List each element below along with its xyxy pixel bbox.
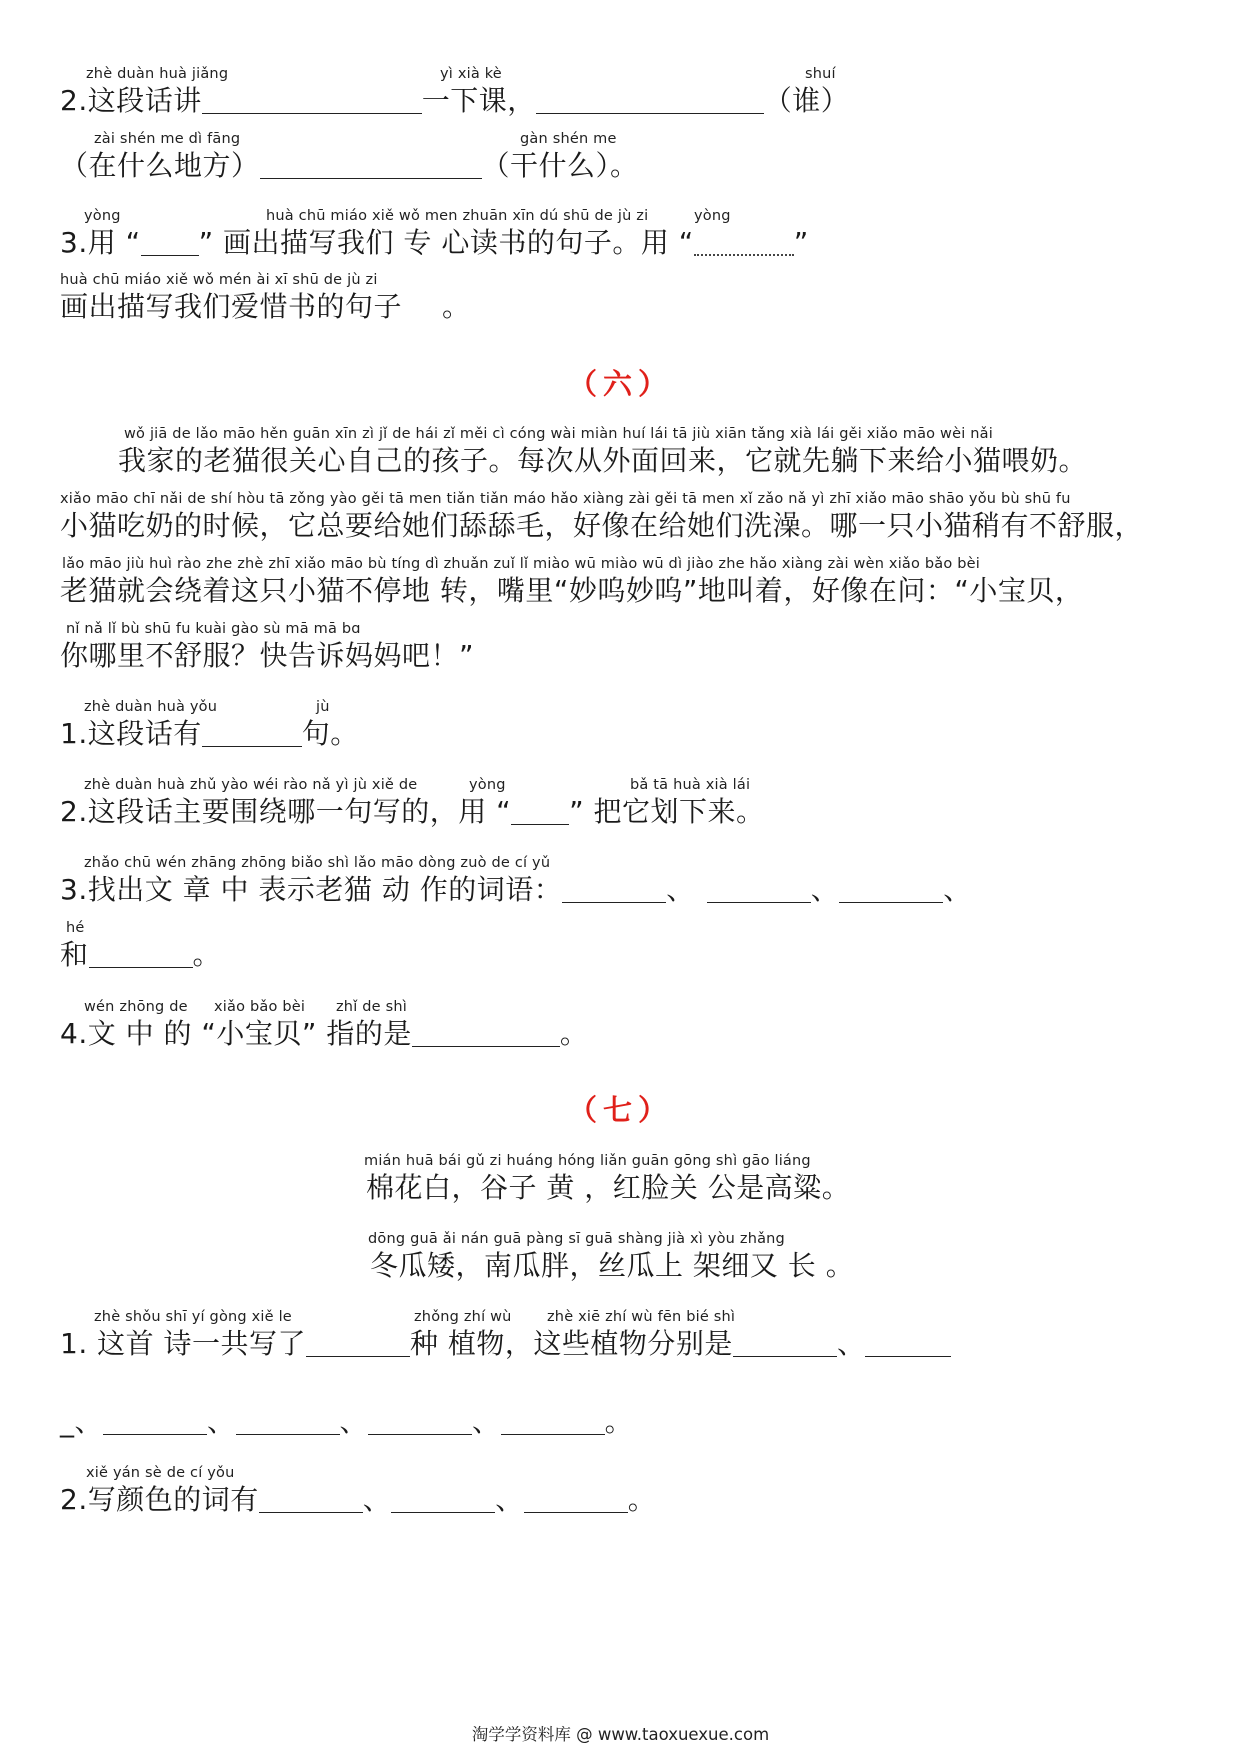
- answer-blank[interactable]: [536, 87, 764, 114]
- pinyin: yòng: [694, 208, 731, 224]
- pinyin: xiě yán sè de cí yǒu: [86, 1465, 235, 1481]
- poem-line: 棉花白，谷子 黄 ，红脸关 公是高粱。: [366, 1171, 851, 1204]
- pinyin: shuí: [805, 66, 836, 82]
- question-text: 。: [627, 1483, 657, 1516]
- separator: 、: [810, 873, 840, 906]
- question-text: ” 把它划下来。: [569, 795, 765, 828]
- answer-blank[interactable]: [306, 1330, 410, 1357]
- answer-blank[interactable]: [412, 1020, 560, 1047]
- question-text: 2.这段话主要围绕哪一句写的，用 “: [60, 795, 512, 828]
- separator: 、: [943, 873, 972, 906]
- separator: 、: [339, 1405, 369, 1438]
- answer-blank[interactable]: [89, 941, 193, 968]
- pinyin: huà chū miáo xiě wǒ mén ài xī shū de jù zi: [60, 272, 378, 288]
- pinyin: xiǎo bǎo bèi: [214, 999, 306, 1015]
- pinyin: yì xià kè: [440, 66, 502, 82]
- wavy-line-blank[interactable]: [694, 228, 794, 256]
- separator: 、: [666, 873, 695, 906]
- question-text: 3.用 “: [60, 226, 141, 259]
- pinyin: zhǎo chū wén zhāng zhōng biǎo shì lǎo māo dòng zuò de cí yǔ: [84, 855, 551, 871]
- pinyin: yòng: [469, 777, 506, 793]
- question-text: 。: [192, 938, 222, 971]
- pinyin: huà chū miáo xiě wǒ men zhuān xīn dú shū de jù zi: [266, 208, 649, 224]
- question-text: _: [60, 1405, 75, 1438]
- answer-blank[interactable]: [707, 876, 811, 903]
- pinyin: zhè duàn huà jiǎng: [86, 66, 229, 82]
- section-title-7: （七）: [567, 1093, 673, 1127]
- pinyin: zhè xiē zhí wù fēn bié shì: [547, 1309, 736, 1325]
- passage-line: 我家的老猫很关心自己的孩子。每次从外面回来，它就先躺下来给小猫喂奶。: [118, 444, 1088, 477]
- question-text: 2.这段话讲: [60, 84, 202, 117]
- question-text: （谁）: [763, 84, 850, 117]
- question-text: （干什么）。: [481, 149, 639, 182]
- pinyin: zhè shǒu shī yí gòng xiě le: [94, 1309, 292, 1325]
- separator: 、: [74, 1405, 104, 1438]
- question-text: 。: [604, 1405, 634, 1438]
- pinyin: mián huā bái gǔ zi huáng hóng liǎn guān gōng shì gāo liáng: [364, 1153, 811, 1169]
- pinyin: dōng guā ǎi nán guā pàng sī guā shàng jià xì yòu zhǎng: [368, 1231, 785, 1247]
- question-text: 和: [60, 938, 89, 971]
- answer-blank[interactable]: [368, 1408, 472, 1435]
- pinyin: bǎ tā huà xià lái: [630, 777, 751, 793]
- footer-watermark: 淘学学资料库 @ www.taoxuexue.com: [471, 1725, 770, 1744]
- pinyin: nǐ nǎ lǐ bù shū fu kuài gào sù mā mā bɑ: [66, 621, 361, 637]
- answer-blank[interactable]: [259, 1486, 363, 1513]
- pinyin: zài shén me dì fāng: [94, 131, 241, 147]
- separator: 、: [472, 1405, 501, 1438]
- pinyin: jù: [316, 699, 330, 715]
- answer-blank[interactable]: [839, 876, 943, 903]
- pinyin: gàn shén me: [520, 131, 617, 147]
- answer-blank[interactable]: [733, 1330, 837, 1357]
- question-text: 1.这段话有: [60, 717, 202, 750]
- pinyin: zhè duàn huà zhǔ yào wéi rào nǎ yì jù xiě de: [84, 777, 418, 793]
- question-text: 2.写颜色的词有: [60, 1483, 259, 1516]
- answer-blank[interactable]: [562, 876, 666, 903]
- passage-line: 老猫就会绕着这只小猫不停地 转，嘴里“妙呜妙呜”地叫着，好像在问：“小宝贝，: [60, 574, 1084, 607]
- answer-blank[interactable]: [524, 1486, 628, 1513]
- answer-blank[interactable]: [202, 87, 422, 114]
- pinyin: yòng: [84, 208, 121, 224]
- question-text: ”: [793, 226, 809, 259]
- separator: 、: [836, 1327, 866, 1360]
- pinyin: zhǐ de shì: [336, 999, 407, 1015]
- answer-blank[interactable]: [202, 720, 302, 747]
- answer-blank[interactable]: [236, 1408, 340, 1435]
- question-text: ” 画出描写我们 专 心读书的句子。用 “: [198, 226, 694, 259]
- passage-line: 你哪里不舒服？快告诉妈妈吧！”: [60, 639, 475, 672]
- answer-blank[interactable]: [103, 1408, 207, 1435]
- pinyin: wǒ jiā de lǎo māo hěn guān xīn zì jǐ de hái zǐ měi cì cóng wài miàn huí lái tā jiù xiān tǎng xià lái gěi xiǎo māo wèi nǎi: [124, 426, 993, 442]
- question-text: 。: [442, 290, 471, 323]
- question-text: 3.找出文 章 中 表示老猫 动 作的词语：: [60, 873, 563, 906]
- answer-blank[interactable]: [141, 229, 199, 256]
- passage-line: 小猫吃奶的时候，它总要给她们舔舔毛，好像在给她们洗澡。哪一只小猫稍有不舒服，: [60, 509, 1144, 542]
- question-text: 。: [559, 1017, 589, 1050]
- pinyin: wén zhōng de: [84, 999, 188, 1015]
- section-title-6: （六）: [567, 367, 673, 401]
- separator: 、: [362, 1483, 392, 1516]
- pinyin: lǎo māo jiù huì rào zhe zhè zhī xiǎo māo bù tíng dì zhuǎn zuǐ lǐ miào wū miào wū dì jiào zhe hǎo xiàng zài wèn xiǎo bǎo bèi: [62, 556, 981, 572]
- question-text: 画出描写我们爱惜书的句子: [60, 290, 403, 323]
- answer-blank[interactable]: [391, 1486, 495, 1513]
- poem-line: 冬瓜矮，南瓜胖，丝瓜上 架细又 长 。: [370, 1249, 855, 1282]
- pinyin: xiǎo māo chī nǎi de shí hòu tā zǒng yào gěi tā men tiǎn tiǎn máo hǎo xiàng zài gěi tā men xǐ zǎo nǎ yì zhī xiǎo māo shāo yǒu bù shū fu: [60, 491, 1071, 507]
- question-text: （在什么地方）: [60, 149, 260, 182]
- question-text: 种 植物，这些植物分别是: [410, 1327, 733, 1360]
- pinyin: zhǒng zhí wù: [414, 1309, 512, 1325]
- answer-blank[interactable]: [501, 1408, 605, 1435]
- pinyin: hé: [66, 920, 85, 936]
- pinyin: zhè duàn huà yǒu: [84, 699, 218, 715]
- answer-blank[interactable]: [260, 152, 482, 179]
- question-text: 1. 这首 诗一共写了: [60, 1327, 307, 1360]
- answer-blank[interactable]: [865, 1330, 951, 1357]
- separator: 、: [495, 1483, 524, 1516]
- answer-blank[interactable]: [511, 798, 569, 825]
- question-text: 句。: [301, 717, 359, 750]
- separator: 、: [207, 1405, 236, 1438]
- question-text: 4.文 中 的 “小宝贝” 指的是: [60, 1017, 412, 1050]
- question-text: 一下课，: [421, 84, 536, 117]
